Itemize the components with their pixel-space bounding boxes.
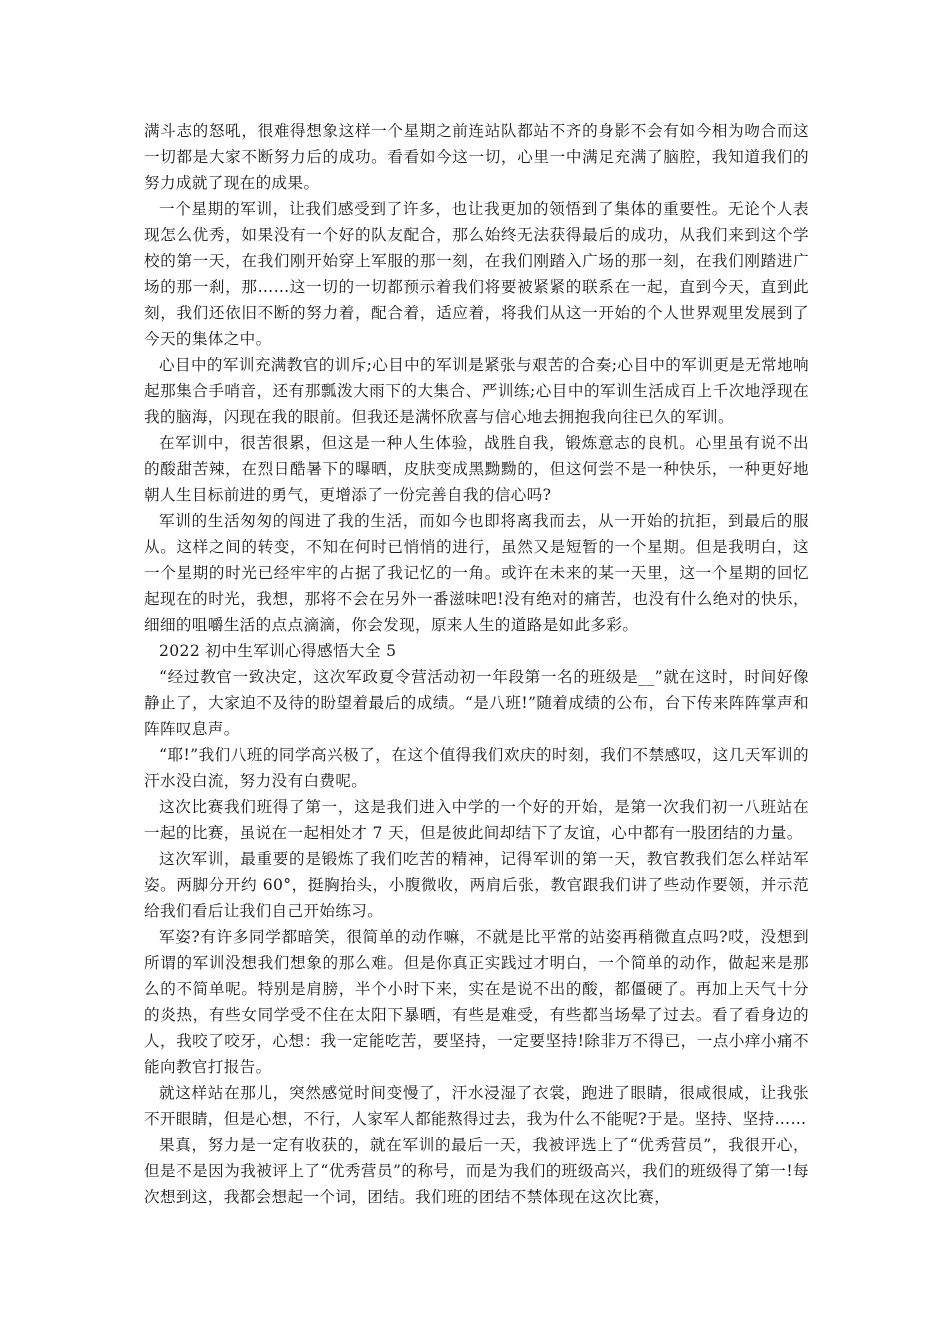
paragraph: 在军训中，很苦很累，但这是一种人生体验，战胜自我，锻炼意志的良机。心里虽有说不出的酸甜苦辣，在烈日酷暑下的曝晒，皮肤变成黑黝黝的，但这何尝不是一种快乐，一种更好地朝人生目标前进的勇气，更增添了一份完善自我的信心吗? (144, 434, 809, 504)
paragraph: “经过教官一致决定，这次军政夏令营活动初一年段第一名的班级是__”就在这时，时间好像静止了，大家迫不及待的盼望着最后的成绩。“是八班!”随着成绩的公布，台下传来阵阵掌声和阵阵叹息声。 (144, 668, 809, 738)
paragraph: 军姿?有许多同学都暗笑，很简单的动作嘛，不就是比平常的站姿再稍微直点吗?哎，没想到所谓的军训没想我们想象的那么难。但是你真正实践过才明白，一个简单的动作，做起来是那么的不简单呢。特别是肩膀，半个小时下来，实在是说不出的酸，都僵硬了。再加上天气十分的炎热，有些女同学受不住在太阳下暴晒，有些是难受，有些都当场晕了过去。看了看身边的人，我咬了咬牙，心想：我一定能吃苦，要坚持，一定要坚持!除非万不得已，一点小痒小痛不能向教官打报告。 (144, 928, 809, 1076)
paragraph: 军训的生活匆匆的闯进了我的生活，而如今也即将离我而去，从一开始的抗拒，到最后的服从。这样之间的转变，不知在何时已悄悄的进行，虽然又是短暂的一个星期。但是我明白，这一个星期的时光已经牢牢的占据了我记忆的一角。或许在未来的某一天里，这一个星期的回忆起现在的时光，我想，那将不会在另外一番滋味吧!没有绝对的痛苦，也没有什么绝对的快乐，细细的咀嚼生活的点点滴滴，你会发现，原来人生的道路是如此多彩。 (144, 512, 809, 634)
paragraph: 就这样站在那儿，突然感觉时间变慢了，汗水浸湿了衣裳，跑进了眼睛，很咸很咸，让我张不开眼睛，但是心想，不行，人家军人都能熬得过去，我为什么不能呢?于是。坚持、坚持…… (144, 1084, 809, 1128)
paragraph: 这次比赛我们班得了第一，这是我们进入中学的一个好的开始，是第一次我们初一八班站在一起的比赛，虽说在一起相处才 7 天，但是彼此间却结下了友谊，心中都有一股团结的力量。 (144, 798, 809, 842)
paragraph: 这次军训，最重要的是锻炼了我们吃苦的精神，记得军训的第一天，教官教我们怎么样站军姿。两脚分开约 60°，挺胸抬头，小腹微收，两肩后张，教官跟我们讲了些动作要领，并示范给我们看后让我们自己开始练习。 (144, 850, 809, 920)
paragraph: 一个星期的军训，让我们感受到了许多，也让我更加的领悟到了集体的重要性。无论个人表现怎么优秀，如果没有一个好的队友配合，那么始终无法获得最后的成功，从我们来到这个学校的第一天，在我们刚开始穿上军服的那一刻，在我们刚踏入广场的那一刻，在我们刚踏进广场的那一刹，那……这一切的一切都预示着我们将要被紧紧的联系在一起，直到今天，直到此刻，我们还依旧不断的努力着，配合着，适应着，将我们从这一开始的个人世界观里发展到了今天的集体之中。 (144, 200, 809, 348)
section-heading: 2022 初中生军训心得感悟大全 5 (159, 642, 397, 660)
document-page (144, 118, 809, 1210)
paragraph: 心目中的军训充满教官的训斥;心目中的军训是紧张与艰苦的合奏;心目中的军训更是无常地响起那集合手哨音，还有那瓢泼大雨下的大集合、严训练;心目中的军训生活成百上千次地浮现在我的脑海，闪现在我的眼前。但我还是满怀欣喜与信心地去拥抱我向往已久的军训。 (144, 356, 809, 426)
paragraph: “耶!”我们八班的同学高兴极了，在这个值得我们欢庆的时刻，我们不禁感叹，这几天军训的汗水没白流，努力没有白费呢。 (144, 746, 809, 790)
paragraph: 满斗志的怒吼，很难得想象这样一个星期之前连站队都站不齐的身影不会有如今相为吻合而这一切都是大家不断努力后的成功。看看如今这一切，心里一中满足充满了脑腔，我知道我们的努力成就了现在的成果。 (144, 122, 809, 192)
paragraph: 果真，努力是一定有收获的，就在军训的最后一天，我被评选上了“优秀营员”，我很开心，但是不是因为我被评上了“优秀营员”的称号，而是为我们的班级高兴，我们的班级得了第一!每次想到这，我都会想起一个词，团结。我们班的团结不禁体现在这次比赛， (144, 1136, 809, 1206)
